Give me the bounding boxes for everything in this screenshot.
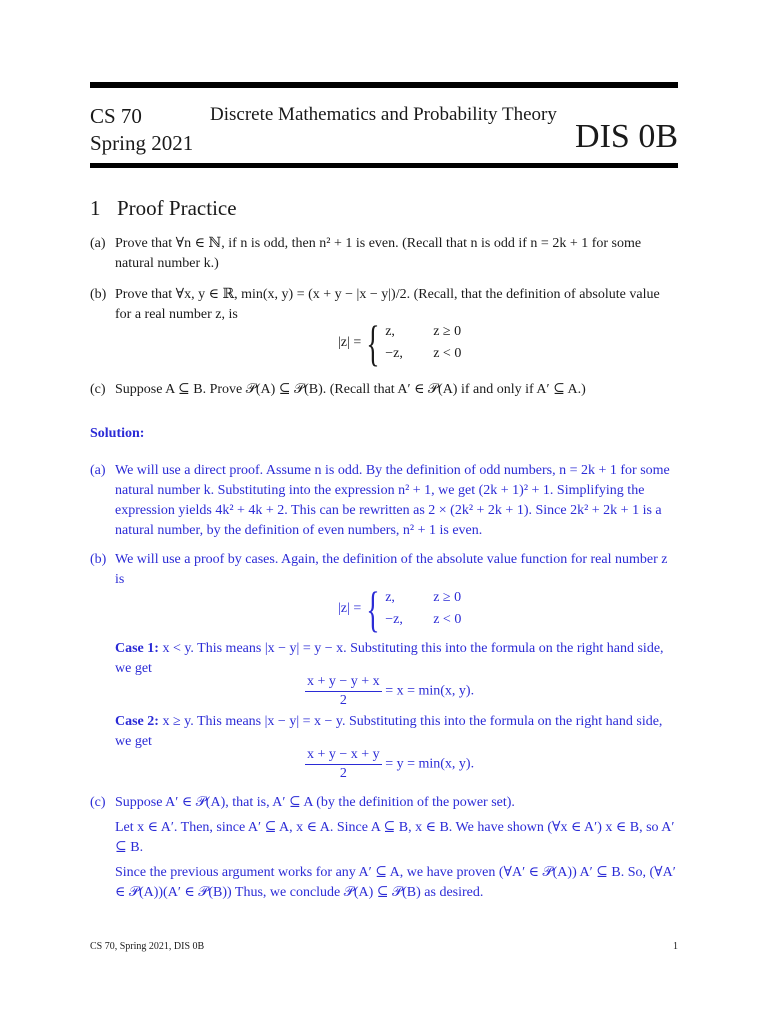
solution-b-text: We will use a proof by cases. Again, the definition of the absolute value function for real number z is <box>115 552 668 587</box>
left-brace: { <box>366 315 380 371</box>
footer-left: CS 70, Spring 2021, DIS 0B <box>90 941 205 952</box>
sol-abs-case1-cond: z ≥ 0 <box>433 590 462 605</box>
solution-a <box>90 461 678 541</box>
solution-heading-text: Solution: <box>90 426 145 441</box>
case-2 <box>90 712 678 752</box>
sol-abs-case2-val: −z, <box>385 612 403 627</box>
term: Spring 2021 <box>90 131 194 155</box>
solution-c <box>90 793 678 903</box>
sol-abs-lhs: |z| = <box>338 601 362 616</box>
abs-lhs: |z| = <box>338 335 362 350</box>
solution-a-label: (a) <box>90 463 106 478</box>
case-1-equation <box>305 674 474 709</box>
case-1-head: Case 1: <box>115 641 159 656</box>
course-title: Discrete Mathematics and Probability Theory <box>210 104 557 125</box>
case-1 <box>90 639 678 679</box>
case-2-denominator: 2 <box>339 766 347 781</box>
doc-id: DIS 0B <box>575 118 678 155</box>
question-a-label: (a) <box>90 236 106 251</box>
solution-b-label: (b) <box>90 552 107 567</box>
sol-abs-case2-cond: z < 0 <box>433 612 462 627</box>
solution-a-text: We will use a direct proof. Assume n is odd. By the definition of odd numbers, n = 2k + 1 for some natural number k. Substituting into the expression n² + 1, we get (2k + 1)² + 1. Simplifying the expression yields 4k² + 4k + 2. This can be rewritten as 2 × (2k² + 2k + 1). Since 2k² + 2k + 1 is a natural number, by the definition of even numbers, n² + 1 is even. <box>115 463 670 538</box>
abs-case2-val: −z, <box>385 346 403 361</box>
case-2-head: Case 2: <box>115 714 159 729</box>
question-a-text: Prove that ∀n ∈ ℕ, if n is odd, then n² + 1 is even. (Recall that n is odd if n = 2k + 1 for some natural number k.) <box>115 236 642 271</box>
header-top-rule <box>90 82 678 88</box>
course-name: CS 70 <box>90 104 142 128</box>
case-2-equation <box>305 747 474 782</box>
page-number: 1 <box>673 941 678 952</box>
case-1-denominator: 2 <box>339 693 347 708</box>
abs-case1-val: z, <box>385 324 395 339</box>
case-1-text: x < y. This means |x − y| = y − x. Substituting this into the formula on the right hand side, we get <box>115 641 664 676</box>
question-c-text: Suppose A ⊆ B. Prove 𝒫(A) ⊆ 𝒫(B). (Recall that A′ ∈ 𝒫(A) if and only if A′ ⊆ A.) <box>115 382 586 397</box>
question-b-text: Prove that ∀x, y ∈ ℝ, min(x, y) = (x + y − |x − y|)/2. (Recall, that the definition of absolute value for a real number z, is <box>115 287 660 322</box>
section-number: 1 <box>90 196 101 220</box>
solution-c-p2: Let x ∈ A′. Then, since A′ ⊆ A, x ∈ A. Since A ⊆ B, x ∈ B. We have shown (∀x ∈ A′) x ∈ B, so A′ ⊆ B. <box>115 820 675 855</box>
solution-c-p3: Since the previous argument works for any A′ ⊆ A, we have proven (∀A′ ∈ 𝒫(A)) A′ ⊆ B. So, (∀A′ ∈ 𝒫(A))(A′ ∈ 𝒫(B)) Thus, we conclude 𝒫(A) ⊆ 𝒫(B) as desired. <box>115 865 676 900</box>
question-a <box>90 234 678 274</box>
section-title-text: Proof Practice <box>117 196 237 220</box>
abs-case2-cond: z < 0 <box>433 346 462 361</box>
case-2-rhs: = y = min(x, y). <box>385 756 475 772</box>
abs-case1-cond: z ≥ 0 <box>433 324 462 339</box>
question-b-label: (b) <box>90 287 107 302</box>
solution-c-label: (c) <box>90 795 106 810</box>
case-2-text: x ≥ y. This means |x − y| = x − y. Substituting this into the formula on the right hand side, we get <box>115 714 663 749</box>
header-bottom-rule <box>90 163 678 168</box>
solution-abs-definition <box>338 581 462 637</box>
sol-abs-case1-val: z, <box>385 590 395 605</box>
solution-heading <box>90 424 678 444</box>
left-brace: { <box>366 581 380 637</box>
case-2-numerator: x + y − x + y <box>305 747 382 765</box>
section-title <box>90 196 237 221</box>
case-1-rhs: = x = min(x, y). <box>385 683 475 699</box>
case-1-numerator: x + y − y + x <box>305 674 382 692</box>
question-c-label: (c) <box>90 382 106 397</box>
solution-c-p1: Suppose A′ ∈ 𝒫(A), that is, A′ ⊆ A (by the definition of the power set). <box>115 795 515 810</box>
question-abs-definition <box>338 315 462 371</box>
question-c <box>90 380 678 400</box>
